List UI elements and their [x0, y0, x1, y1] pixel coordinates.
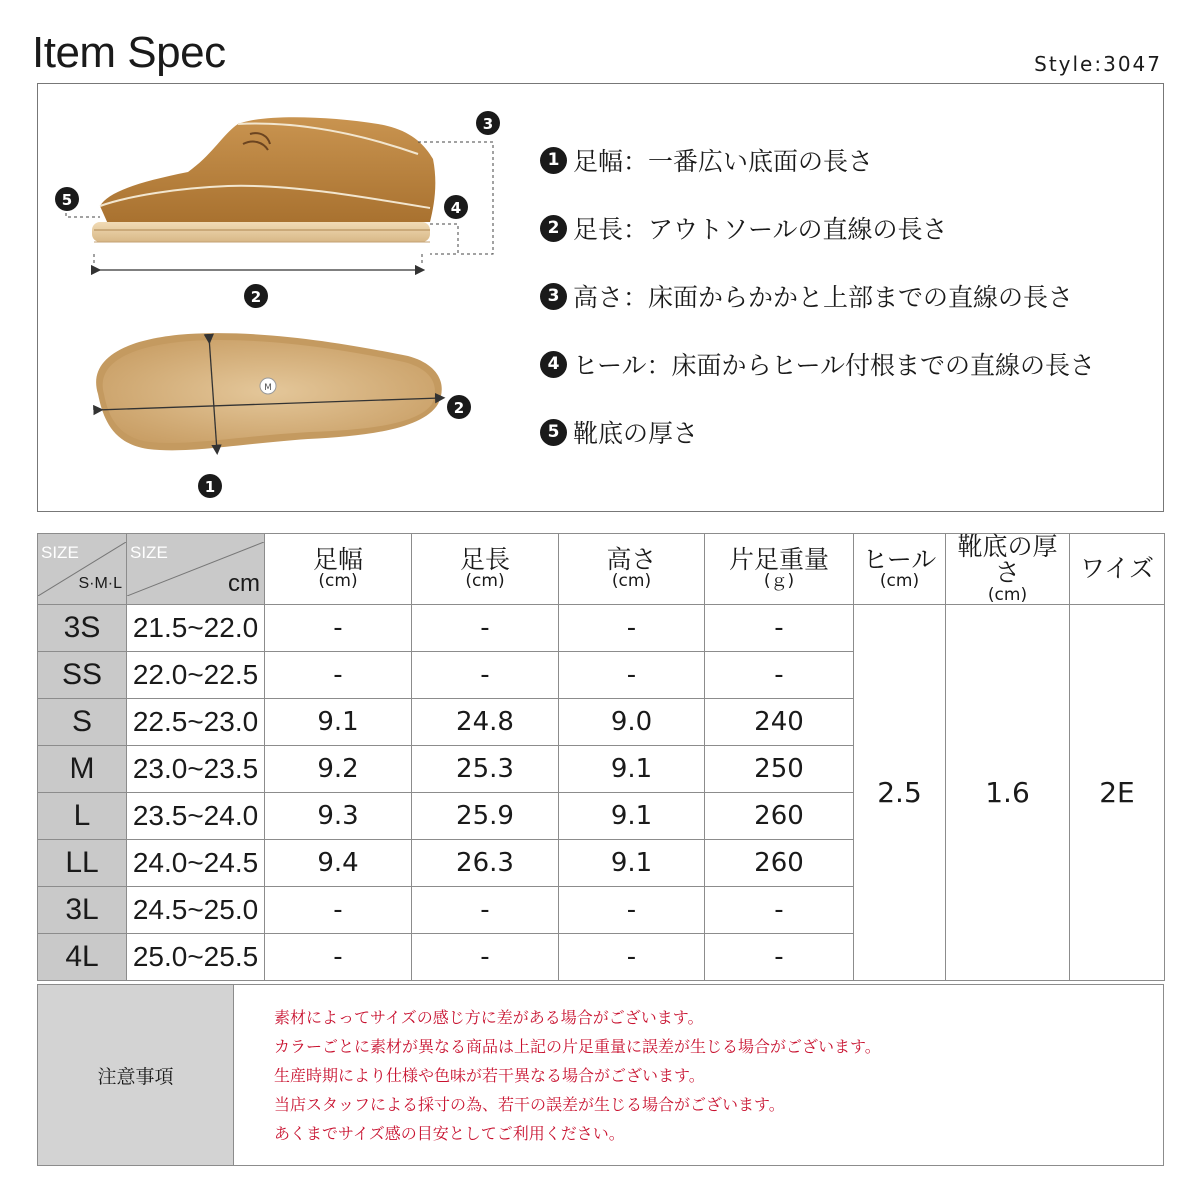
- number-2-icon: 2: [540, 215, 567, 242]
- size-name: SS: [38, 652, 127, 699]
- size-name: S: [38, 699, 127, 746]
- legend-item-2: [540, 210, 948, 246]
- table-header-row: [38, 534, 1165, 605]
- weight-cell: -: [705, 652, 854, 699]
- corner-bottom-label: S·M·L: [78, 575, 122, 593]
- legend-text: 足幅：一番広い底面の長さ: [573, 147, 874, 176]
- note-line: 素材によってサイズの感じ方に差がある場合がございます。: [274, 1008, 704, 1027]
- number-1-icon: 1: [540, 147, 567, 174]
- height-cell: -: [559, 652, 705, 699]
- table-row: [38, 605, 1165, 652]
- height-cell: -: [559, 887, 705, 934]
- width-cell: -: [265, 934, 412, 981]
- height-cell: 9.1: [559, 840, 705, 887]
- svg-text:2: 2: [453, 399, 465, 417]
- notes-list: [234, 985, 1163, 1165]
- height-cell: -: [559, 605, 705, 652]
- size-range: 24.5~25.0: [127, 887, 265, 934]
- weight-cell: 260: [705, 840, 854, 887]
- length-cell: -: [412, 934, 559, 981]
- length-cell: -: [412, 652, 559, 699]
- note-line: 生産時期により仕様や色味が若干異なる場合がございます。: [274, 1066, 705, 1085]
- badge-1: [198, 474, 222, 498]
- header-heel: ヒール (cm): [854, 534, 946, 605]
- height-cell: 9.1: [559, 746, 705, 793]
- width-cell: 9.3: [265, 793, 412, 840]
- height-cell: 9.1: [559, 793, 705, 840]
- svg-text:4: 4: [450, 199, 462, 217]
- legend-item-4: [540, 346, 1095, 382]
- page-title: Item Spec: [32, 28, 226, 77]
- heel-cell: 2.5: [854, 605, 946, 981]
- size-range: 23.5~24.0: [127, 793, 265, 840]
- style-code: Style:3047: [1034, 52, 1162, 76]
- size-range: 22.5~23.0: [127, 699, 265, 746]
- badge-5: [55, 187, 79, 211]
- weight-cell: 250: [705, 746, 854, 793]
- size-name: 4L: [38, 934, 127, 981]
- corner-top-label: SIZE: [130, 543, 168, 563]
- sole-thickness-cell: 1.6: [946, 605, 1070, 981]
- weight-cell: -: [705, 934, 854, 981]
- corner-size-sml: [38, 534, 127, 605]
- width-cell: -: [265, 652, 412, 699]
- weight-cell: 260: [705, 793, 854, 840]
- size-range: 21.5~22.0: [127, 605, 265, 652]
- legend-text: 足長：アウトソールの直線の長さ: [573, 215, 948, 244]
- length-cell: 25.9: [412, 793, 559, 840]
- notes-label: 注意事項: [38, 985, 234, 1165]
- size-range: 24.0~24.5: [127, 840, 265, 887]
- spec-diagram-panel: [37, 83, 1164, 512]
- header-wise: ワイズ: [1070, 534, 1165, 605]
- svg-text:1: 1: [204, 478, 216, 496]
- corner-size-cm: [127, 534, 265, 605]
- size-name: LL: [38, 840, 127, 887]
- number-4-icon: 4: [540, 351, 567, 378]
- badge-2-side: [244, 284, 268, 308]
- badge-3: [476, 111, 500, 135]
- header-width: 足幅 (cm): [265, 534, 412, 605]
- note-line: カラーごとに素材が異なる商品は上記の片足重量に誤差が生じる場合がございます。: [274, 1037, 881, 1056]
- legend-item-5: [540, 414, 698, 450]
- size-table: [37, 533, 1165, 981]
- insole-size-mark: M: [264, 383, 272, 393]
- number-3-icon: 3: [540, 283, 567, 310]
- length-cell: -: [412, 605, 559, 652]
- header-weight: 片足重量 (ｇ): [705, 534, 854, 605]
- legend-item-1: [540, 142, 873, 178]
- note-line: あくまでサイズ感の目安としてご利用ください。: [274, 1124, 625, 1143]
- header-length: 足長 (cm): [412, 534, 559, 605]
- shoe-side-view: [92, 117, 435, 242]
- length-cell: 26.3: [412, 840, 559, 887]
- height-cell: -: [559, 934, 705, 981]
- badge-4: [444, 195, 468, 219]
- badge-2-sole: [447, 395, 471, 419]
- size-range: 25.0~25.5: [127, 934, 265, 981]
- legend-text: 高さ：床面からかかと上部までの直線の長さ: [573, 283, 1074, 312]
- size-name: 3S: [38, 605, 127, 652]
- legend-text: ヒール：床面からヒール付根までの直線の長さ: [573, 351, 1096, 380]
- weight-cell: 240: [705, 699, 854, 746]
- size-range: 23.0~23.5: [127, 746, 265, 793]
- header-height: 高さ (cm): [559, 534, 705, 605]
- corner-bottom-label: cm: [228, 569, 260, 597]
- corner-top-label: SIZE: [41, 543, 79, 563]
- wise-cell: 2E: [1070, 605, 1165, 981]
- width-cell: 9.4: [265, 840, 412, 887]
- weight-cell: -: [705, 605, 854, 652]
- svg-text:2: 2: [250, 288, 262, 306]
- width-cell: 9.1: [265, 699, 412, 746]
- notes-panel: [37, 984, 1164, 1166]
- width-cell: -: [265, 605, 412, 652]
- width-cell: 9.2: [265, 746, 412, 793]
- note-line: 当店スタッフによる採寸の為、若干の誤差が生じる場合がございます。: [274, 1095, 785, 1114]
- length-cell: 24.8: [412, 699, 559, 746]
- weight-cell: -: [705, 887, 854, 934]
- number-5-icon: 5: [540, 419, 567, 446]
- legend-item-3: [540, 278, 1073, 314]
- svg-text:5: 5: [61, 191, 73, 209]
- svg-text:3: 3: [482, 115, 494, 133]
- legend-text: 靴底の厚さ: [573, 419, 699, 448]
- size-range: 22.0~22.5: [127, 652, 265, 699]
- shoe-sole-view: [96, 333, 442, 450]
- width-cell: -: [265, 887, 412, 934]
- header-sole-thickness: 靴底の厚さ (cm): [946, 534, 1070, 605]
- length-cell: -: [412, 887, 559, 934]
- size-name: 3L: [38, 887, 127, 934]
- size-name: L: [38, 793, 127, 840]
- height-cell: 9.0: [559, 699, 705, 746]
- length-cell: 25.3: [412, 746, 559, 793]
- size-name: M: [38, 746, 127, 793]
